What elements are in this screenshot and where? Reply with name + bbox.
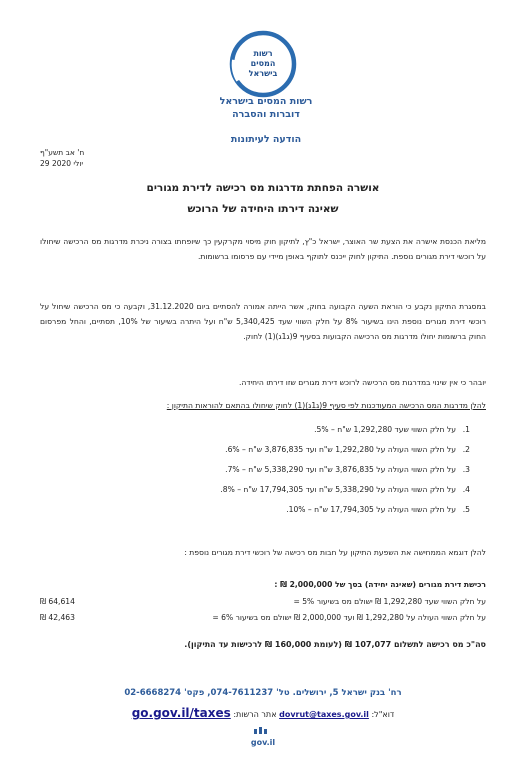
bracket-item	[60, 505, 470, 514]
footer-address: רח' בנק ישראל 5, ירושלים. טל' 074-7611237, פקס' 02-6668274	[124, 688, 402, 698]
bracket-number: 5.	[462, 505, 470, 514]
bracket-text: על חלק השווי העולה על 1,292,280 ש"ח ועד 3,876,835 ש"ח – 6%.	[225, 445, 456, 454]
hebrew-date: ח' אב תשע"ף	[40, 148, 85, 157]
bracket-text: על חלק השווי העולה על 5,338,290 ש"ח ועד 17,794,305 ש"ח – 8%.	[220, 485, 456, 494]
bracket-number: 4.	[462, 485, 470, 494]
bracket-item	[60, 465, 470, 474]
site-label: אתר הרשות:	[233, 710, 277, 719]
email-link[interactable]: dovrut@taxes.gov.il	[279, 710, 369, 719]
paragraph-1: מליאת הכנסת אישרה את הצעת שר האוצר, ישראל כ"ץ, לתיקון חוק מיסוי מקרקעין כך שיופחתו בצורה ניכרת מדרגות מס הרכישה שיחולו על רוכשי דירת מגורים נוספת. התיקון לחוק ייכנס לתוקף באופן מיידי עם פרסומו ברשומות.	[40, 237, 486, 261]
logo-line-2: המסים	[250, 59, 276, 68]
example-total: סה"כ מס רכישה לתשלום 107,077 ₪ (לעומת 160,000 ₪ לרכישות עד התיקון).	[184, 640, 486, 649]
paragraph-3: יובהר כי אין שינוי במדרגות מס הרכישה לרוכש דירת מגורים שזו דירתו היחידה.	[238, 378, 486, 387]
bracket-number: 3.	[462, 465, 470, 474]
example-row-text: על חלק השווי העולה על 1,292,280 ₪ ועד 2,000,000 ₪ ישולם מס בשיעור 6% =	[212, 613, 486, 622]
gov-il-logo	[248, 726, 278, 750]
bracket-item	[60, 445, 470, 454]
paragraph-2: במסגרת התיקון נקבע כי הוראת השעה הקבועה בחוק, אשר הייתה אמורה להסתיים ביום 31.12.2020, וקבעה כי מס הרכישה שיחול על רוכשי דירת מגורים נוספת הינו בשיעור 8% על חלק השווי שעד 5,340,425 ש"ח ועל היתרה בשיעור של 10%, תסתיים, והחל מפרסום החוק ברשומות יחולו מדרגות מס הרכישה הקבועות בסעיף 9(ג1ג)(1) לחוק.	[40, 302, 486, 341]
department-name: דוברות והסברה	[232, 109, 300, 120]
page-title-line-1: אושרה הפחתת מדרגות מס רכישה לדירת מגורים	[146, 182, 380, 194]
bracket-text: על חלק השווי שעד 1,292,280 ש"ח – 5%.	[314, 425, 456, 434]
example-row-amount: 42,463 ₪	[40, 613, 75, 622]
logo-line-1: רשות	[253, 49, 273, 58]
footer-contact	[0, 706, 526, 720]
bracket-item	[60, 485, 470, 494]
tax-authority-logo	[229, 30, 297, 98]
email-label: דוא"ל:	[371, 710, 395, 719]
example-heading: רכישת דירת מגורים (שאינה יחידה) בסך של 2,000,000 ₪ :	[274, 580, 486, 589]
example-row-amount: 64,614 ₪	[40, 597, 75, 606]
gov-logo-text: gov.il	[250, 738, 276, 747]
brackets-heading: להלן מדרגות המס הרכישה המעודכנות לפי סעיף 9(ג1ג)(1) לחוק שיחולו בהתאם להוראות התיקון :	[166, 401, 486, 410]
bracket-text: על חלק השווי העולה על 3,876,835 ש"ח ועד 5,338,290 ש"ח – 7%.	[225, 465, 456, 474]
bracket-text: על חלק השווי העולה על 17,794,305 ש"ח – 10%.	[286, 505, 456, 514]
website-link[interactable]: go.gov.il/taxes	[131, 706, 231, 720]
example-row-text: על חלק השווי שעד 1,292,280 ₪ ישולם מס בשיעור 5% =	[293, 597, 486, 606]
example-intro: להלן דוגמא הממחישה את השפעת התיקון על חבות מס רכישה של רוכשי דירת מגורים נוספת :	[184, 548, 486, 557]
bracket-number: 2.	[462, 445, 470, 454]
bracket-number: 1.	[462, 425, 470, 434]
logo-line-3: בישראל	[248, 69, 278, 78]
press-release-label: הודעה לעיתונות	[230, 134, 302, 145]
page-title-line-2: שאינה דירתו היחידה של הרוכש	[187, 203, 339, 215]
example-row	[40, 597, 486, 606]
example-row	[40, 613, 486, 622]
bracket-item	[60, 425, 470, 434]
gregorian-date: 29 יולי 2020	[40, 159, 84, 168]
org-name: רשות המסים בישראל	[219, 96, 313, 107]
